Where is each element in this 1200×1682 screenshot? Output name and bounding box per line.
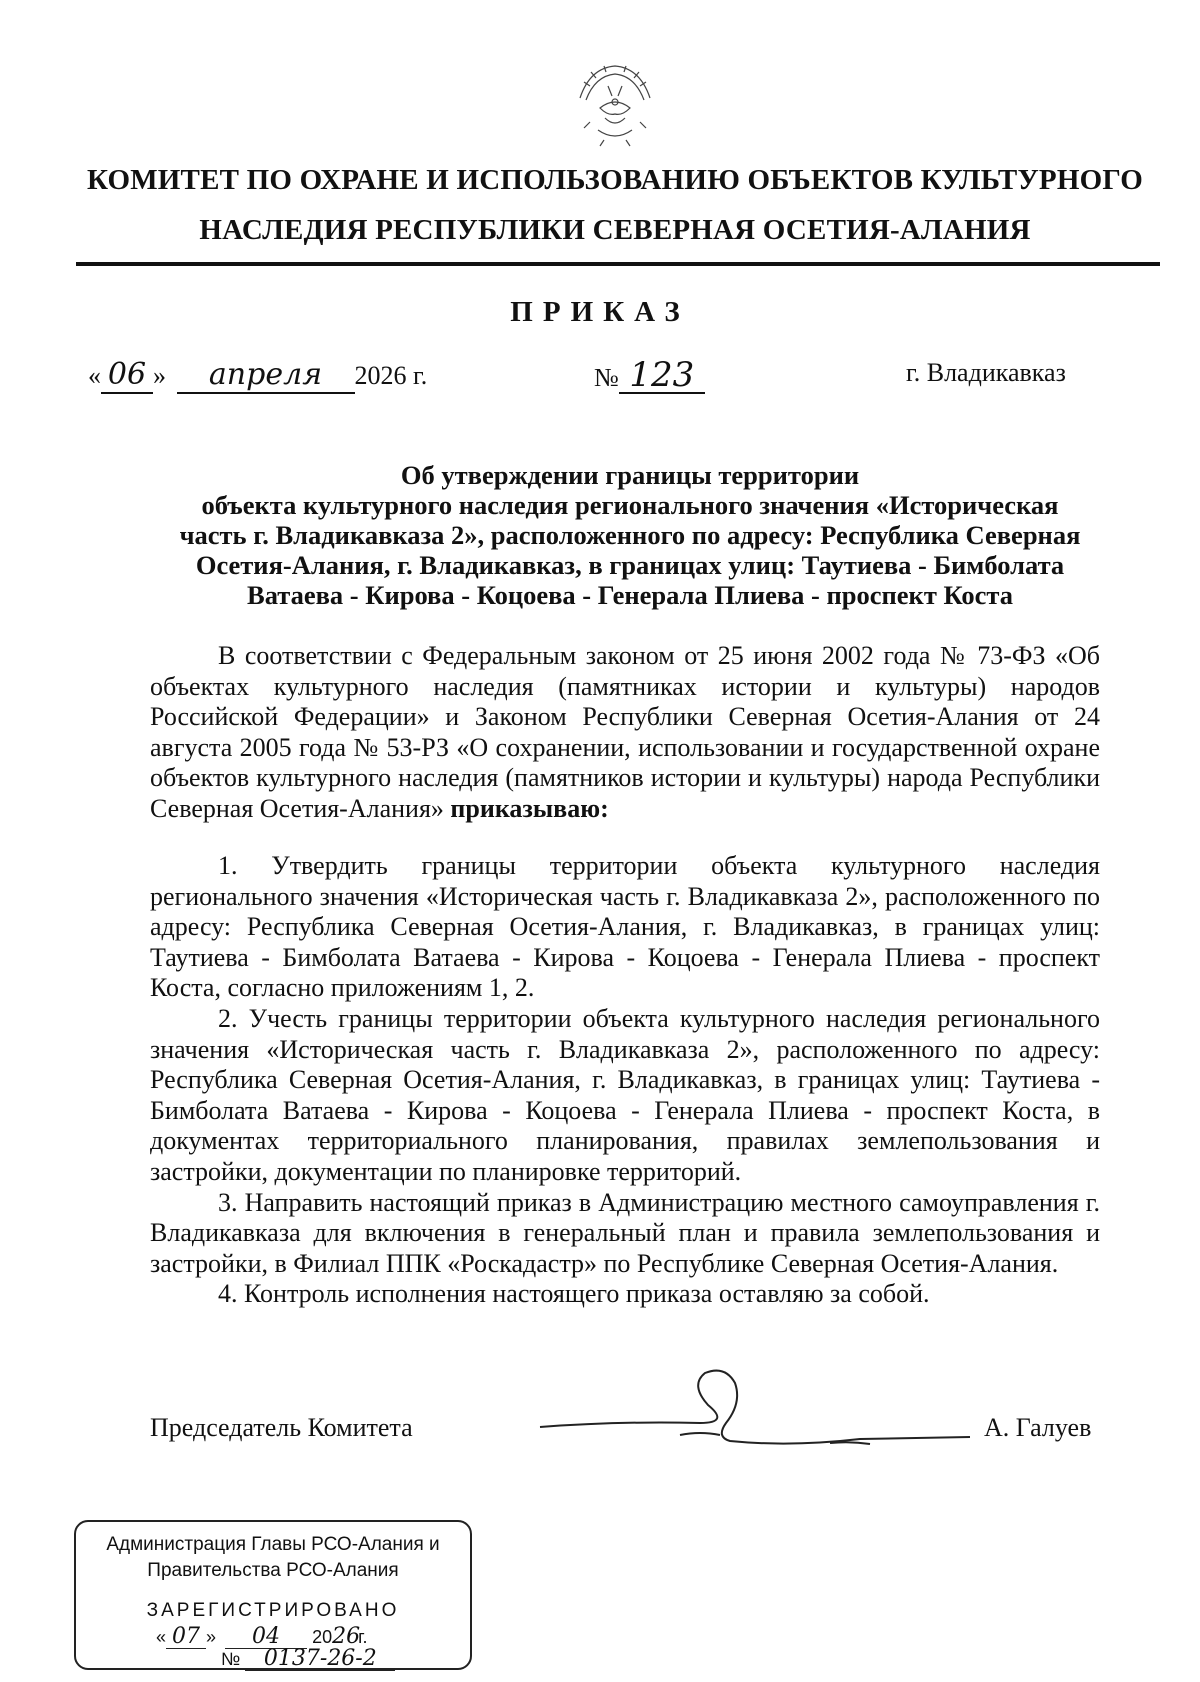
order-number: [594, 355, 705, 395]
stamp-day-handwritten: 07: [166, 1626, 206, 1649]
order-item-4: 4. Контроль исполнения настоящего приказа оставляю за собой.: [218, 1279, 930, 1309]
preamble-paragraph: [150, 641, 1100, 825]
date-year: 2026 г.: [354, 361, 428, 390]
order-item-1: 1. Утвердить границы территории объекта культурного наследия регионального значения «Историческая часть г. Владикавказа 2», расположенного по адресу: Республика Северная Осетия-Алания, г. Владикавказ, в границах улиц: Таутиева - Бимболата Ватаева - Кирова - Коцоева - Генерала Плиева - проспект Коста, согласно приложениям 1, 2.: [150, 851, 1100, 1003]
stamp-year-suffix: г.: [358, 1627, 368, 1647]
subject-line: часть г. Владикавказа 2», расположенного по адресу: Республика Северная: [179, 520, 1081, 550]
organization-title-line-2: НАСЛЕДИЯ РЕСПУБЛИКИ СЕВЕРНАЯ ОСЕТИЯ-АЛАНИЯ: [199, 214, 1031, 246]
stamp-number: [221, 1648, 395, 1671]
organization-title-line-1: КОМИТЕТ ПО ОХРАНЕ И ИСПОЛЬЗОВАНИЮ ОБЪЕКТОВ КУЛЬТУРНОГО: [86, 164, 1144, 196]
date-month-handwritten: апреля: [177, 358, 355, 394]
stamp-month-handwritten: 04: [225, 1626, 307, 1649]
date-close-quote: »: [153, 361, 166, 390]
order-number-prefix: №: [594, 363, 619, 392]
subject-line: объекта культурного наследия регионального значения «Историческая: [201, 490, 1059, 520]
preamble-text: В соответствии с Федеральным законом от 25 июня 2002 года № 73-ФЗ «Об объектах культурного наследия (памятниках истории и культуры) народов Российской Федерации» и Законом Республики Северная Осетия-Алания от 24 августа 2005 года № 53-РЗ «О сохранении, использовании и государственной охране объектов культурного наследия (памятников истории и культуры) народа Республики Северная Осетия-Алания»: [150, 641, 1100, 823]
stamp-date-open-quote: «: [156, 1627, 167, 1647]
registration-stamp: [74, 1520, 472, 1670]
order-item-3: 3. Направить настоящий приказ в Администрацию местного самоуправления г. Владикавказа для включения в генеральный план и правила землепользования и застройки, в Филиал ППК «Роскадастр» по Республике Северная Осетия-Алания.: [150, 1187, 1100, 1278]
order-item-2: 2. Учесть границы территории объекта культурного наследия регионального значения «Историческая часть г. Владикавказа 2», расположенного по адресу: Республика Северная Осетия-Алания, г. Владикавказ, в границах улиц: Таутиева - Бимболата Ватаева - Кирова - Коцоева - Генерала Плиева - проспект Коста, в документах территориального планирования, правилах землепользования и застройки, документации по планировке территорий.: [150, 1003, 1100, 1186]
subject-line: Ватаева - Кирова - Коцоева - Генерала Плиева - проспект Коста: [247, 580, 1013, 610]
order-subject: [150, 460, 1110, 610]
organization-title: [70, 155, 1160, 255]
stamp-authority: [76, 1532, 470, 1584]
document-type-title: ПРИКАЗ: [510, 296, 690, 328]
stamp-year-handwritten: 26: [332, 1624, 361, 1649]
subject-line: Осетия-Алания, г. Владикавказ, в границах улиц: Таутиева - Бимболата: [195, 550, 1065, 580]
preamble-decree-word: приказываю:: [450, 793, 609, 823]
stamp-authority-line-1: Администрация Главы РСО-Алания и: [106, 1534, 440, 1555]
stamp-registered-label: ЗАРЕГИСТРИРОВАНО: [146, 1600, 400, 1621]
order-date: [88, 358, 427, 394]
order-number-handwritten: 123: [619, 358, 705, 394]
stamp-date-close-quote: »: [206, 1627, 217, 1647]
header-divider: [76, 262, 1160, 266]
stamp-number-prefix: №: [221, 1649, 241, 1669]
handwritten-signature: [530, 1365, 1000, 1450]
stamp-authority-line-2: Правительства РСО-Алания: [147, 1560, 399, 1581]
order-city: г. Владикавказ: [906, 358, 1066, 387]
coat-of-arms-emblem-icon: [560, 56, 670, 152]
signatory-name: А. Галуев: [984, 1413, 1092, 1442]
order-items: [150, 851, 1100, 1310]
date-day-handwritten: 06: [101, 358, 153, 394]
subject-line: Об утверждении границы территории: [400, 460, 860, 490]
date-open-quote: «: [88, 361, 101, 390]
stamp-number-handwritten: 0137-26-2: [245, 1648, 395, 1671]
stamp-year-prefix: 20: [312, 1627, 333, 1647]
signatory-role: Председатель Комитета: [150, 1413, 413, 1442]
